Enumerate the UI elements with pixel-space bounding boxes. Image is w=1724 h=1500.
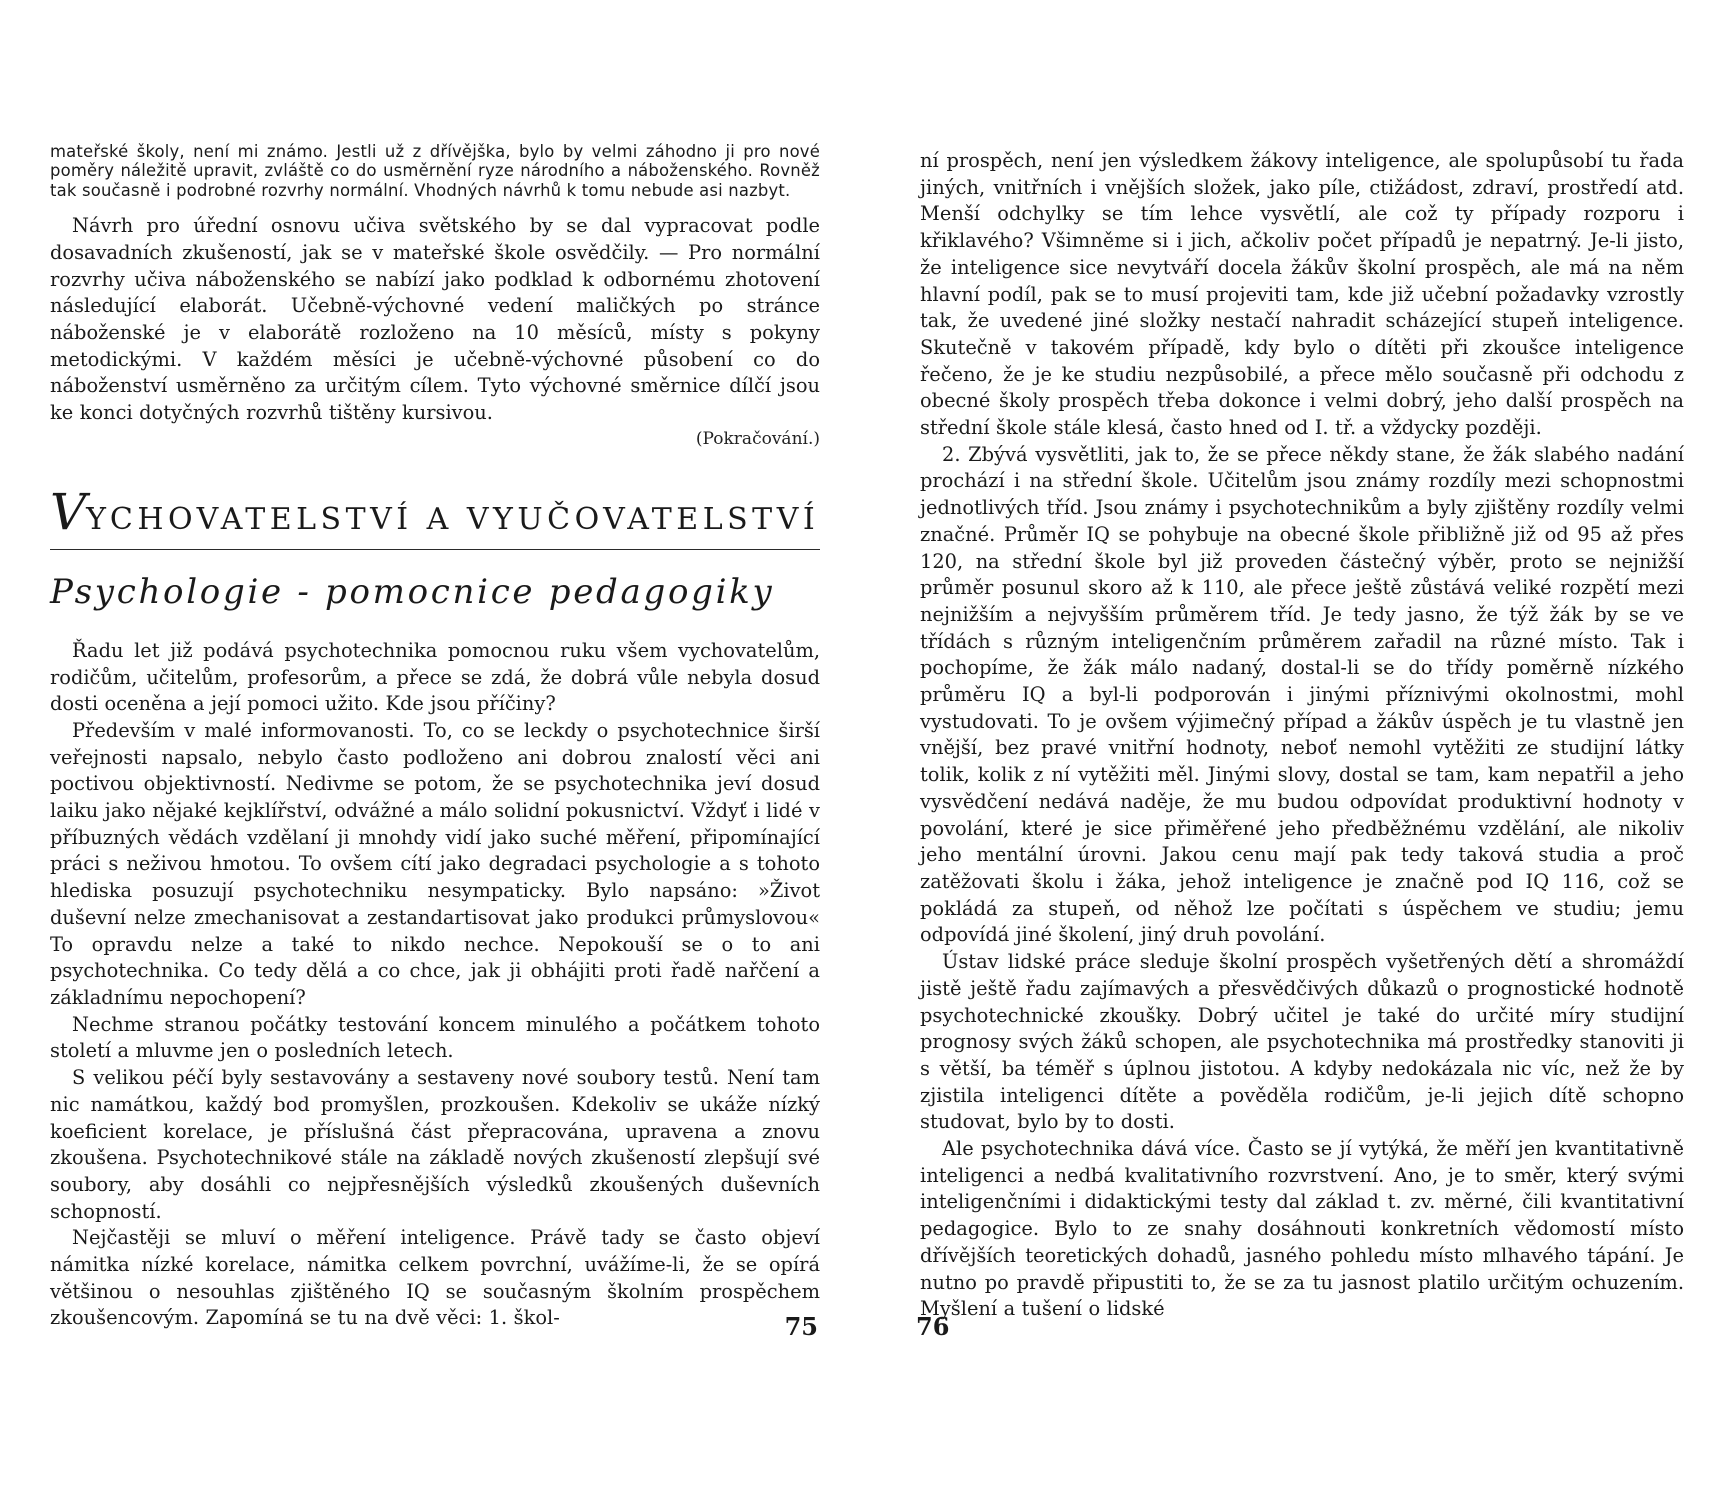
intro-paragraph-2: Návrh pro úřední osnovu učiva světského by se dal vypracovat podle dosavadních zkušeností, jak se v mateřské škole osvědčily. — Pro normální rozvrhy učiva náboženského se nabízí jako podklad k odbornému zhotovení následující elaborát. Učebně-výchovné vedení maličkých po stránce náboženské je v elaborátě rozloženo na 10 měsíců, místy s pokyny metodickými. V každém měsíci je učebně-výchovné působení co do náboženství usměrněno za určitým cílem. Tyto výchovné směrnice dílčí jsou ke konci dotyčných rozvrhů tištěny kursivou. xyxy=(50,214,820,425)
page-number-left: 75 xyxy=(784,1312,818,1341)
intro-paragraph-1: mateřské školy, není mi známo. Jestli už z dřívějška, bylo by velmi záhodno ji pro nové poměry náležitě upravit, zvláště co do usměrnění ryze národního a náboženského. Rovněž tak současně i podrobné rozvrhy normální. Vhodných návrhů k tomu nebude asi nazbyt. xyxy=(50,142,820,200)
page-number-right: 76 xyxy=(916,1312,950,1341)
right-paragraph-1: ní prospěch, není jen výsledkem žákovy inteligence, ale spolupůsobí tu řada jiných, vnitřních i vnějších složek, jako píle, ctižádost, zdraví, prostředí atd. Menší odchylky se tím lehce vysvětlí, ale což ty případy rozporu i křiklavého? Všimněme si i jich, ačkoliv počet případů je nepatrný. Je-li jisto, že inteligence sice nevytváří docela žákův školní prospěch, ale má na něm hlavní podíl, pak se to musí projeviti tam, kde již učební požadavky vzrostly tak, že uvedené jiné složky nestačí nahradit scházející stupeň inteligence. Skutečně v takovém případě, kdy bylo o dítěti při zkoušce inteligence řečeno, že je ke studiu nezpůsobilé, a přece mělo současně při odchodu z obecné školy prospěch třeba dokonce i velmi dobrý, jeho další prospěch na střední škole stále klesá, často hned od I. tř. a vždycky později. xyxy=(920,149,1684,440)
section-heading-text: YCHOVATELSTVÍ A VYUČOVATELSTVÍ xyxy=(86,501,820,537)
article-title: Psychologie - pomocnice pedagogiky xyxy=(50,571,775,612)
section-divider xyxy=(50,549,820,550)
body-paragraph-3: Nechme stranou počátky testování koncem minulého a počátkem tohoto století a mluvme jen o posledních letech. xyxy=(50,1012,820,1063)
right-page xyxy=(862,0,1724,1500)
section-heading xyxy=(50,483,820,541)
body-paragraph-2: Především v malé informovanosti. To, co se leckdy o psychotechnice širší veřejnosti napsalo, nebylo často podloženo ani dobrou znalostí věci ani poctivou objektivností. Nedivme se potom, že se psychotechnika jeví dosud laiku jako nějaké kejklířství, odvážné a málo solidní pokusnictví. Vždyť i lidé v příbuzných vědách vzdělaní ji mnohdy vidí jako suché měření, připomínající práci s neživou hmotou. To ovšem cítí jako degradaci psychologie a s tohoto hlediska posuzují psychotechniku nesympaticky. Bylo napsáno: »Život duševní nelze zmechanisovat a zestandartisovat jako produkci průmyslovou« To opravdu nelze a také to nikdo nechce. Nepokouší se o to ani psychotechnika. Co tedy dělá a co chce, jak ji obhájiti proti řadě nařčení a základnímu nepochopení? xyxy=(50,718,820,1009)
right-paragraph-2: 2. Zbývá vysvětliti, jak to, že se přece někdy stane, že žák slabého nadání prochází i na střední škole. Učitelům jsou známy rozdíly mezi schopnostmi jednotlivých tříd. Jsou známy i psychotechnikům a byly zjištěny rozdíly velmi značné. Průměr IQ se pohybuje na obecné škole přibližně již od 95 až přes 120, na střední škole byl již proveden částečný výběr, proto se nejnižší průměr posunul skoro až k 110, ale přece ještě zůstává veliké rozpětí mezi nejnižším a nejvyšším průměrem tříd. Je tedy jasno, že týž žák by se ve třídách s různým inteligenčním průměrem zařadil na různé místo. Tak i pochopíme, že žák málo nadaný, dostal-li se do třídy poměrně nízkého průměru IQ a byl-li podporován i jinými příznivými okolnostmi, mohl vystudovati. To je ovšem výjimečný případ a žákův úspěch je tu vlastně jen vnější, bez pravé vnitřní hodnoty, neboť nemohl vytěžiti ze studijní látky tolik, kolik z ní vytěžiti měl. Jinými slovy, dostal se tam, kam nepatřil a jeho vysvědčení nedává naděje, že mu budou odpovídat produktivní hodnoty v povolání, které je sice přiměřené jeho předběžnému vzdělání, ale nikoliv jeho mentální úrovni. Jakou cenu mají pak tedy taková studia a proč zatěžovati školu i žáka, jehož inteligence je značně pod IQ 116, což se pokládá za stupeň, od něhož lze počítati s úspěchem ve studiu; jemu odpovídá jiné školení, jiný druh povolání. xyxy=(920,442,1684,947)
left-text-column xyxy=(50,142,820,1332)
right-paragraph-4: Ale psychotechnika dává více. Často se jí vytýká, že měří jen kvantitativně inteligenci a nedbá kvalitativního rozvrstvení. Ano, je to směr, který svými inteligenčními i didaktickými testy dal základ t. zv. měrné, čili kvantitativní pedagogice. Bylo to ze snahy dosáhnouti konkretních vědomostí místo dřívějších teoretických dohadů, jasného pohledu místo mlhavého tápání. Je nutno po pravdě připustiti to, že se za tu jasnost platilo určitým ochuzením. Myšlení a tušení o lidské xyxy=(920,1137,1684,1321)
right-paragraph-3: Ústav lidské práce sleduje školní prospěch vyšetřených dětí a shromáždí jistě ještě řadu zajímavých a přesvědčivých důkazů o prognostické hodnotě psychotechnické zkoušky. Dobrý učitel je také do určité míry studijní prognosy svých žáků schopen, ale psychotechnika má prostředky stanoviti ji s větší, ba téměř s úplnou jistotou. A kdyby nedokázala nic víc, než že by zjistila inteligenci dítěte a pověděla rodičům, je-li jejich dítě schopno studovat, bylo by to dosti. xyxy=(920,950,1684,1134)
continuation-note: (Pokračování.) xyxy=(695,428,820,449)
body-paragraph-4: S velikou péčí byly sestavovány a sestaveny nové soubory testů. Není tam nic namátkou, každý bod promyšlen, prozkoušen. Kdekoliv se ukáže nízký koeficient korelace, je příslušná část přepracována, upravena a znovu zkoušena. Psychotechnikové stále na základě nových zkušeností zlepšují své soubory, aby dosáhli co nejpřesnějších výsledků zkoušených duševních schopností. xyxy=(50,1066,820,1223)
body-paragraph-5: Nejčastěji se mluví o měření inteligence. Právě tady se často objeví námitka nízké korelace, námitka celkem povrchní, uvážíme-li, že se opírá většinou o nesouhlas zjištěného IQ se současným školním prospěchem zkoušencovým. Zapomíná se tu na dvě věci: 1. škol- xyxy=(50,1226,820,1330)
section-heading-initial: V xyxy=(50,482,87,541)
right-text-column xyxy=(920,148,1684,1323)
body-paragraph-1: Řadu let již podává psychotechnika pomocnou ruku všem vychovatelům, rodičům, učitelům, profesorům, a přece se zdá, že dobrá vůle nebyla dosud dosti oceněna a její pomoci užito. Kde jsou příčiny? xyxy=(50,638,820,716)
